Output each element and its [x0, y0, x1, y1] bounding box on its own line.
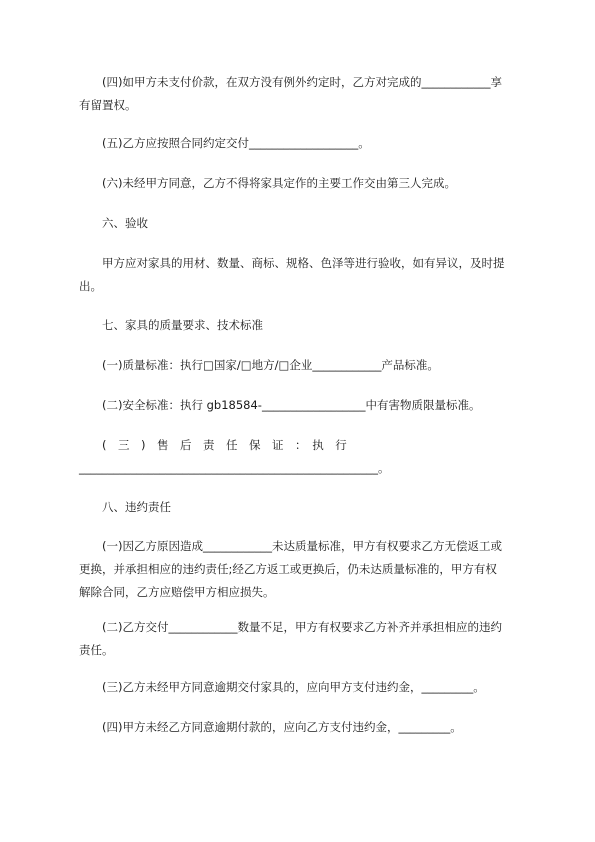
clause-quality-breach-line-3: 解除合同，乙方应赔偿甲方相应损失。 [79, 585, 275, 599]
section-heading-liability: 八、违约责任 [79, 500, 171, 514]
clause-safety-standard: (二)安全标准：执行 gb18584-__________________中有害物质限量标准。 [79, 398, 481, 412]
clause-quantity-shortage-line-1: (二)乙方交付____________数量不足，甲方有权要求乙方补齐并承担相应的违约 [79, 620, 502, 634]
clause-late-payment: (四)甲方未经乙方同意逾期付款的，应向乙方支付违约金，_________。 [79, 720, 462, 734]
clause-delivery: (五)乙方应按照合同约定交付___________________。 [79, 136, 370, 150]
clause-after-sales-line-2: ____________________________________________________。 [79, 461, 390, 475]
clause-no-subcontract: (六)未经甲方同意，乙方不得将家具定作的主要工作交由第三人完成。 [79, 176, 456, 190]
clause-lien-line-2: 有留置权。 [79, 98, 137, 112]
section-heading-acceptance: 六、验收 [79, 216, 148, 230]
section-heading-quality: 七、家具的质量要求、技术标准 [79, 318, 263, 332]
clause-late-delivery: (三)乙方未经甲方同意逾期交付家具的，应向甲方支付违约金，_________。 [79, 680, 485, 694]
clause-lien-line-1: (四)如甲方未支付价款，在双方没有例外约定时，乙方对完成的____________享 [79, 75, 502, 89]
acceptance-text-line-1: 甲方应对家具的用材、数量、商标、规格、色泽等进行验收，如有异议，及时提 [79, 256, 505, 270]
clause-quality-breach-line-2: 更换，并承担相应的违约责任;经乙方返工或更换后，仍未达质量标准的，甲方有权 [79, 562, 497, 576]
clause-after-sales-line-1: ( 三 ) 售 后 责 任 保 证 ： 执 行 [79, 438, 347, 452]
clause-quality-standard: (一)质量标准：执行□国家/□地方/□企业____________产品标准。 [79, 358, 439, 372]
clause-quantity-shortage-line-2: 责任。 [79, 643, 114, 657]
clause-quality-breach-line-1: (一)因乙方原因造成____________未达质量标准，甲方有权要求乙方无偿返工或 [79, 539, 502, 553]
acceptance-text-line-2: 出。 [79, 279, 102, 293]
